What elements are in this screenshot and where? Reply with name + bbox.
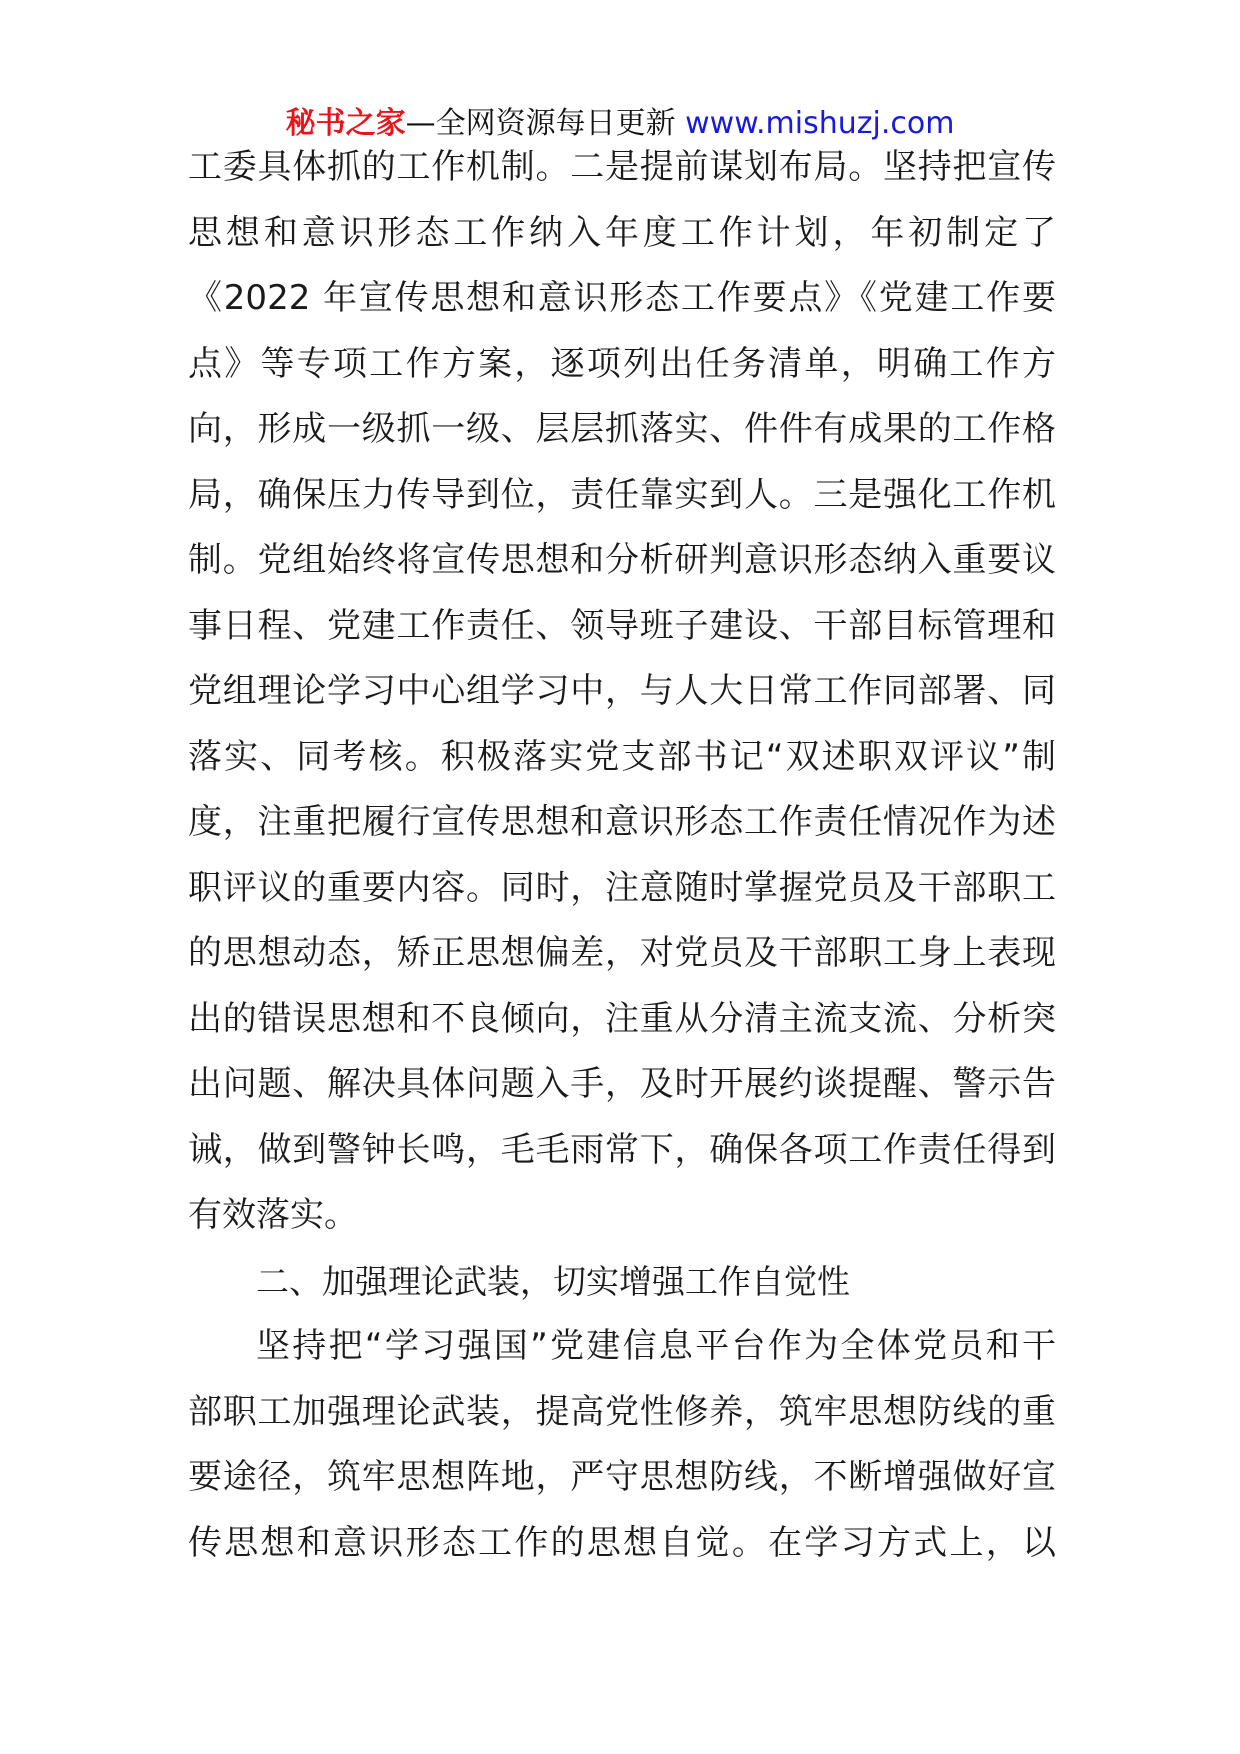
- text-line: 诫，做到警钟长鸣，毛毛雨常下，确保各项工作责任得到: [188, 1129, 1056, 1170]
- text-line: 传思想和意识形态工作的思想自觉。在学习方式上，以: [188, 1522, 1056, 1563]
- website-link[interactable]: www.mishuzj.com: [685, 106, 955, 141]
- text-line: 出的错误思想和不良倾向，注重从分清主流支流、分析突: [188, 998, 1056, 1039]
- text-line: 党组理论学习中心组学习中，与人大日常工作同部署、同: [188, 671, 1056, 711]
- text-line: 事日程、党建工作责任、领导班子建设、干部目标管理和: [188, 605, 1056, 646]
- text-line: 点》等专项工作方案，逐项列出任务清单，明确工作方: [188, 343, 1056, 384]
- document-body: [188, 135, 1056, 1576]
- text-line: 制。党组始终将宣传思想和分析研判意识形态纳入重要议: [188, 540, 1056, 580]
- text-line: 局，确保压力传导到位，责任靠实到人。三是强化工作机: [188, 474, 1056, 515]
- text-line: 坚持把“学习强国”党建信息平台作为全体党员和干: [256, 1326, 1056, 1366]
- text-line: 向，形成一级抓一级、层层抓落实、件件有成果的工作格: [188, 409, 1056, 449]
- text-line: 《2022 年宣传思想和意识形态工作要点》《党建工作要: [188, 278, 1056, 318]
- text-line: 落实、同考核。积极落实党支部书记“双述职双评议”制: [188, 736, 1056, 777]
- text-line: 的思想动态，矫正思想偏差，对党员及干部职工身上表现: [188, 933, 1056, 973]
- brand-name: 秘书之家: [285, 106, 406, 141]
- text-line: 出问题、解决具体问题入手，及时开展约谈提醒、警示告: [188, 1064, 1056, 1104]
- text-line: 思想和意识形态工作纳入年度工作计划，年初制定了: [188, 212, 1056, 253]
- text-line: 度，注重把履行宣传思想和意识形态工作责任情况作为述: [188, 802, 1056, 842]
- text-line: 工委具体抓的工作机制。二是提前谋划布局。坚持把宣传: [188, 147, 1056, 187]
- text-line: 要途径，筑牢思想阵地，严守思想防线，不断增强做好宣: [188, 1457, 1056, 1497]
- text-line: 职评议的重要内容。同时，注意随时掌握党员及干部职工: [188, 867, 1056, 908]
- section-heading: 二、加强理论武装，切实增强工作自觉性: [256, 1261, 850, 1301]
- text-line: 部职工加强理论武装，提高党性修养，筑牢思想防线的重: [188, 1391, 1056, 1432]
- text-line: 有效落实。: [188, 1195, 358, 1235]
- header-tagline: —全网资源每日更新: [405, 106, 676, 141]
